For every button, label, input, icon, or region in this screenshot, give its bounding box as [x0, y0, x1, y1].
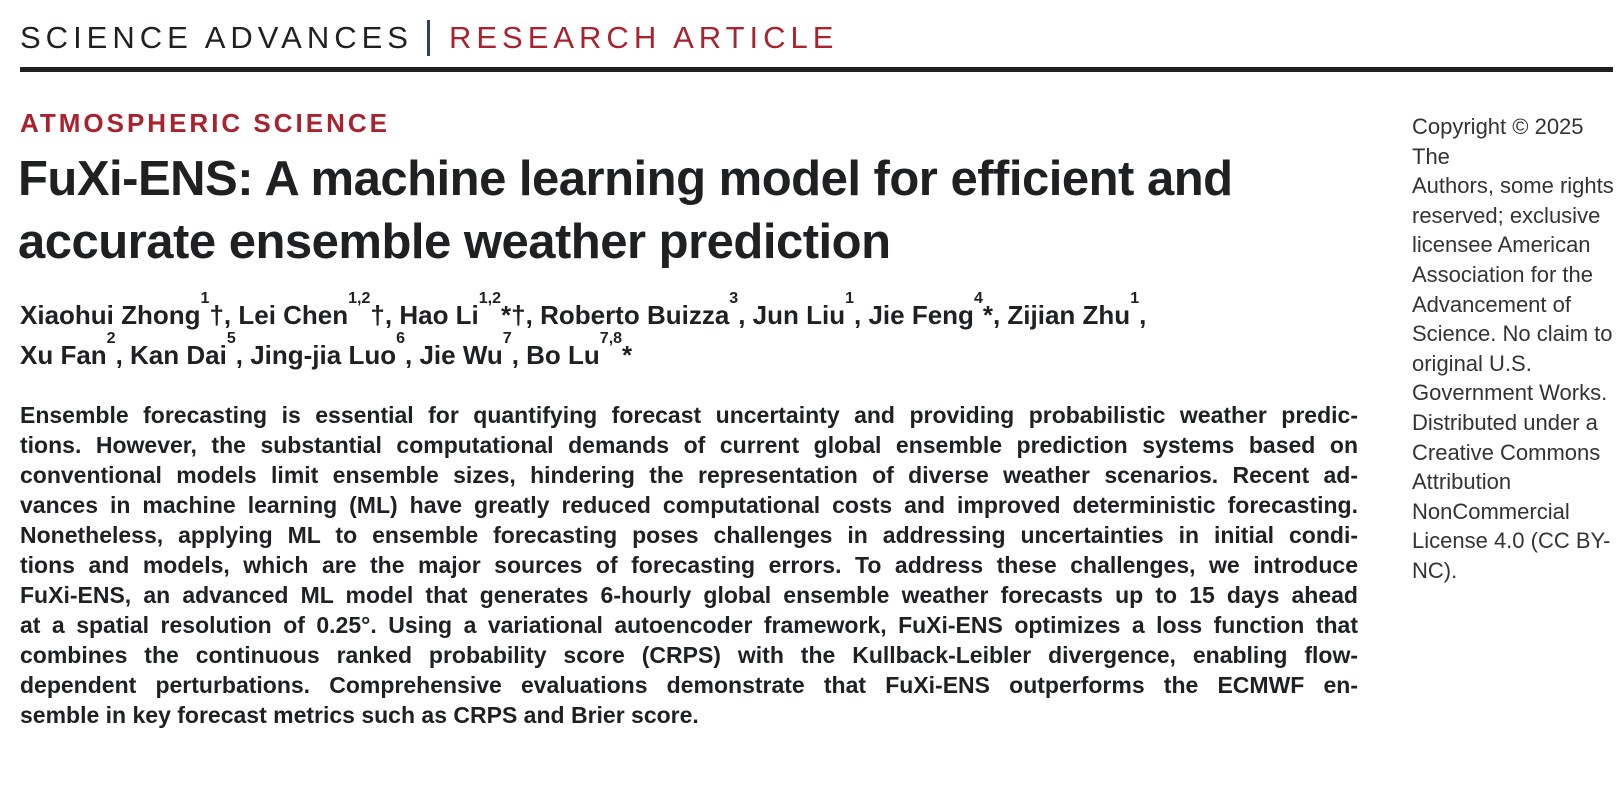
- author: Jie Feng$^4$*: [868, 290, 993, 330]
- author: Xiaohui Zhong$^1$†: [20, 290, 224, 330]
- affiliation-superscript: 6: [396, 330, 405, 348]
- affiliation-superscript: 5: [226, 330, 236, 348]
- journal-masthead: [20, 20, 838, 56]
- abstract-line: tions. However, the substantial computational demands of current global ensemble prediction systems based on: [20, 432, 1358, 458]
- abstract-line: vances in machine learning (ML) have greatly reduced computational costs and improved deterministic forecasting.: [20, 492, 1358, 518]
- abstract-line: conventional models limit ensemble sizes, hindering the representation of diverse weather scenarios. Recent ad-: [20, 462, 1358, 488]
- author: Bo Lu$^{7,8}$*: [526, 330, 633, 370]
- affiliation-superscript: 4: [973, 290, 983, 308]
- author: Jing-jia Luo$^6$: [250, 330, 405, 370]
- section-label: ATMOSPHERIC SCIENCE: [20, 108, 390, 138]
- author: Jie Wu$^7$: [419, 330, 512, 370]
- affiliation-superscript: 1,2: [478, 290, 502, 308]
- abstract-line: Nonetheless, applying ML to ensemble forecasting poses challenges in addressing uncertainties in initial condi-: [20, 522, 1358, 548]
- author: Roberto Buizza$^3$: [540, 290, 739, 330]
- abstract-line: semble in key forecast metrics such as CRPS and Brier score.: [20, 702, 699, 728]
- abstract-line: at a spatial resolution of 0.25°. Using a variational autoencoder framework, FuXi-ENS optimizes a loss function that: [20, 612, 1358, 638]
- affiliation-superscript: 3: [729, 290, 739, 308]
- author: Lei Chen$^{1,2}$†: [238, 290, 385, 330]
- author: Hao Li$^{1,2}$*†: [399, 290, 526, 330]
- journal-name: SCIENCE ADVANCES: [20, 20, 413, 55]
- masthead-rule: [20, 67, 1613, 72]
- abstract-line: FuXi-ENS, an advanced ML model that generates 6-hourly global ensemble weather forecasts up to 15 days ahead: [20, 582, 1358, 608]
- copyright-notice: Copyright © 2025 The Authors, some rights reserved; exclusive licensee American Association for the Advancement of Science. No claim to original U.S. Government Works. Distributed under a Creative Commons Attribution NonCommercial License 4.0 (CC BY-NC).: [1412, 114, 1614, 583]
- affiliation-superscript: 1: [200, 290, 210, 308]
- masthead-divider-bar: [427, 20, 430, 56]
- abstract: [20, 400, 1358, 730]
- affiliation-superscript: 7,8: [599, 330, 623, 348]
- affiliation-superscript: 7: [502, 330, 512, 348]
- affiliation-superscript: 1: [1130, 290, 1140, 308]
- abstract-line: Ensemble forecasting is essential for quantifying forecast uncertainty and providing probabilistic weather predic-: [20, 402, 1358, 428]
- abstract-line: tions and models, which are the major sources of forecasting errors. To address these challenges, we introduce: [20, 552, 1358, 578]
- author: Jun Liu$^1$: [752, 290, 854, 330]
- author: Zijian Zhu$^1$: [1007, 290, 1140, 330]
- abstract-line: combines the continuous ranked probability score (CRPS) with the Kullback-Leibler divergence, enabling flow-: [20, 642, 1358, 668]
- abstract-line: dependent perturbations. Comprehensive evaluations demonstrate that FuXi-ENS outperforms the ECMWF en-: [20, 672, 1358, 698]
- affiliation-superscript: 1,2: [348, 290, 371, 308]
- author-list: Xiaohui Zhong$^1$†, Lei Chen$^{1,2}$†, Hao Li$^{1,2}$*†, Roberto Buizza$^3$, Jun Liu$^1$, Jie Feng$^4$*, Zijian Zhu$^1$, Xu Fan$^2$, Kan Dai$^5$, Jing-jia Luo$^6$, Jie Wu$^7$, Bo Lu$^{7,8}$*: [20, 290, 1147, 370]
- author: Kan Dai$^5$: [130, 330, 236, 370]
- author: Xu Fan$^2$: [20, 330, 116, 370]
- affiliation-superscript: 2: [106, 330, 116, 348]
- article-title: FuXi-ENS: A machine learning model for efficient and accurate ensemble weather prediction: [18, 152, 1233, 269]
- article-type-label: RESEARCH ARTICLE: [448, 20, 839, 55]
- affiliation-superscript: 1: [845, 290, 854, 308]
